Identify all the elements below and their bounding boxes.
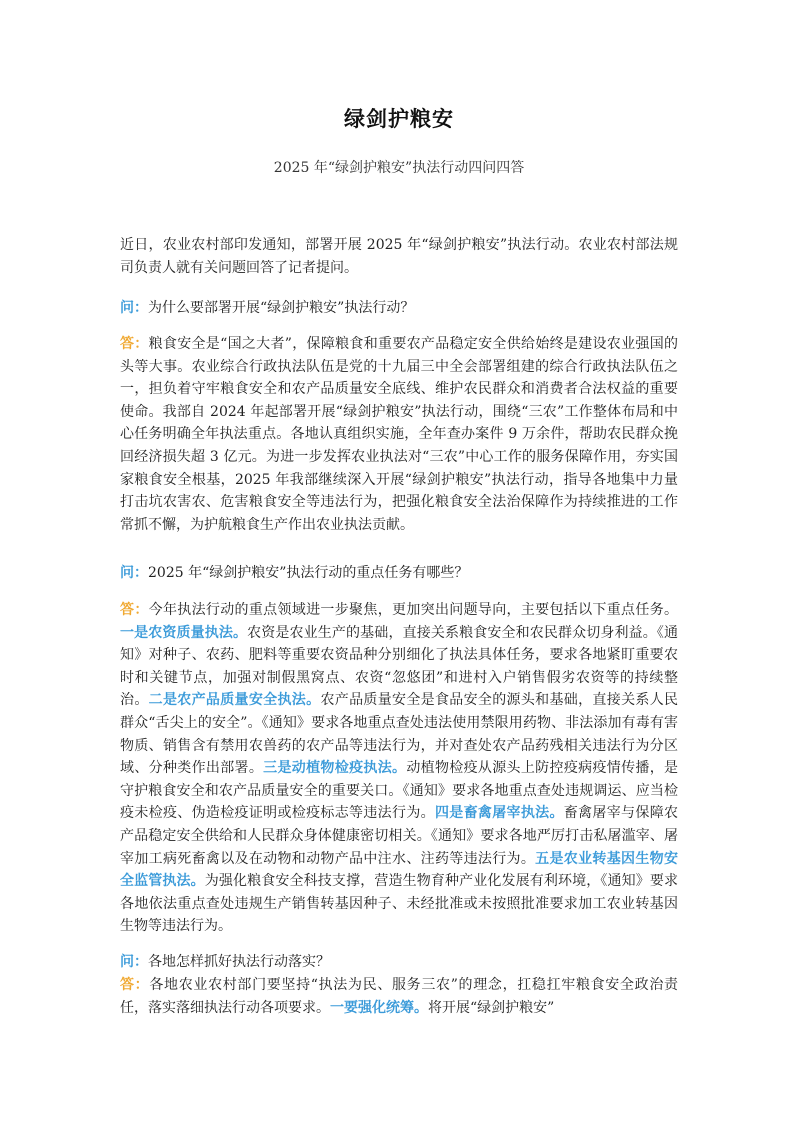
answer-2 [120, 599, 678, 938]
measure-1-heading: 一要强化统筹。 [330, 999, 428, 1016]
task-5-heading: 五是农业转基因生物安全监管执法。 [120, 850, 678, 890]
answer-3 [120, 974, 678, 1019]
question-1-text: 为什么要部署开展“绿剑护粮安”执法行动？ [148, 300, 415, 316]
task-2-text: 农产品质量安全是食品安全的源头和基础，直接关系人民群众“舌尖上的安全”。《通知》要求各地重点查处违法使用禁限用药物、非法添加有毒有害物质、销售含有禁用农兽药的农产品等违法行为，并对查处农产品药残相关违法行为分区域、分种类作出部署。 [120, 692, 679, 777]
task-1-text: 农资是农业生产的基础，直接关系粮食安全和农民群众切身利益。《通知》对种子、农药、肥料等重要农资品种分别细化了执法具体任务，要求各地紧盯重要农时和关键节点，加强对制假黑窝点、农资“忽悠团”和进村入户销售假劣农资等的持续整治。 [120, 624, 679, 709]
answer-1 [120, 333, 678, 536]
question-1 [120, 297, 678, 320]
answer-label: 答： [120, 336, 149, 352]
answer-label: 答： [120, 977, 150, 993]
task-3-heading: 三是动植物检疫执法。 [263, 760, 407, 777]
intro-text: 近日，农业农村部印发通知，部署开展 2025 年“绿剑护粮安”执法行动。农业农村部法规司负责人就有关问题回答了记者提问。 [120, 237, 678, 276]
question-label: 问： [120, 565, 148, 581]
task-1-heading: 一是农资质量执法。 [120, 624, 248, 641]
answer-3-text: 各地农业农村部门要坚持“执法为民、服务三农”的理念，扛稳扛牢粮食安全政治责任，落实落细执法行动各项要求。 [120, 977, 679, 1016]
answer-1-text: 粮食安全是“国之大者”，保障粮食和重要农产品稳定安全供给始终是建设农业强国的头等大事。农业综合行政执法队伍是党的十九届三中全会部署组建的综合行政执法队伍之一，担负着守牢粮食安全和农产品质量安全底线、维护农民群众和消费者合法权益的重要使命。我部自 2024 年起部署开展“绿剑护粮安”执法行动，围绕“三农”工作整体布局和中心任务明确全年执法重点。各地认真组织实施，全年查办案件 9 万余件，帮助农民群众挽回经济损失超 3 亿元。为进一步发挥农业执法对“三农”中心工作的服务保障作用，夯实国家粮食安全根基，2025 年我部继续深入开展“绿剑护粮安”执法行动，指导各地集中力量打击坑农害农、危害粮食安全等违法行为，把强化粮食安全法治保障作为持续推进的工作常抓不懈，为护航粮食生产作出农业执法贡献。 [120, 336, 679, 533]
answer-2-intro: 今年执法行动的重点领域进一步聚焦，更加突出问题导向，主要包括以下重点任务。 [148, 602, 679, 618]
task-2-heading: 二是农产品质量安全执法。 [148, 692, 321, 709]
question-label: 问： [120, 300, 148, 316]
task-3-text: 动植物检疫从源头上防控疫病疫情传播，是守护粮食安全和农产品质量安全的重要关口。《通知》要求各地重点查处违规调运、应当检疫未检疫、伪造检疫证明或检疫标志等违法行为。 [120, 760, 679, 822]
intro-paragraph [120, 234, 678, 279]
question-3-text: 各地怎样抓好执法行动落实？ [148, 954, 330, 970]
question-label: 问： [120, 954, 148, 970]
page-subtitle: 2025 年“绿剑护粮安”执法行动四问四答 [273, 160, 525, 176]
task-4-text: 畜禽屠宰与保障农产品稳定安全供给和人民群众身体健康密切相关。《通知》要求各地严厉打击私屠滥宰、屠宰加工病死畜禽以及在动物和动物产品中注水、注药等违法行为。 [120, 805, 679, 867]
question-2-text: 2025 年“绿剑护粮安”执法行动的重点任务有哪些？ [148, 565, 469, 581]
measure-1-text: 将开展“绿剑护粮安” [428, 999, 555, 1016]
task-5-text: 为强化粮食安全科技支撑，营造生物育种产业化发展有利环境，《通知》要求各地依法重点查处违规生产销售转基因种子、未经批准或未按照批准要求加工农业转基因生物等违法行为。 [120, 873, 679, 935]
answer-label: 答： [120, 602, 149, 618]
question-2 [120, 562, 678, 585]
page-title: 绿剑护粮安 [344, 107, 454, 131]
question-3 [120, 951, 678, 974]
task-4-heading: 四是畜禽屠宰执法。 [434, 805, 564, 822]
